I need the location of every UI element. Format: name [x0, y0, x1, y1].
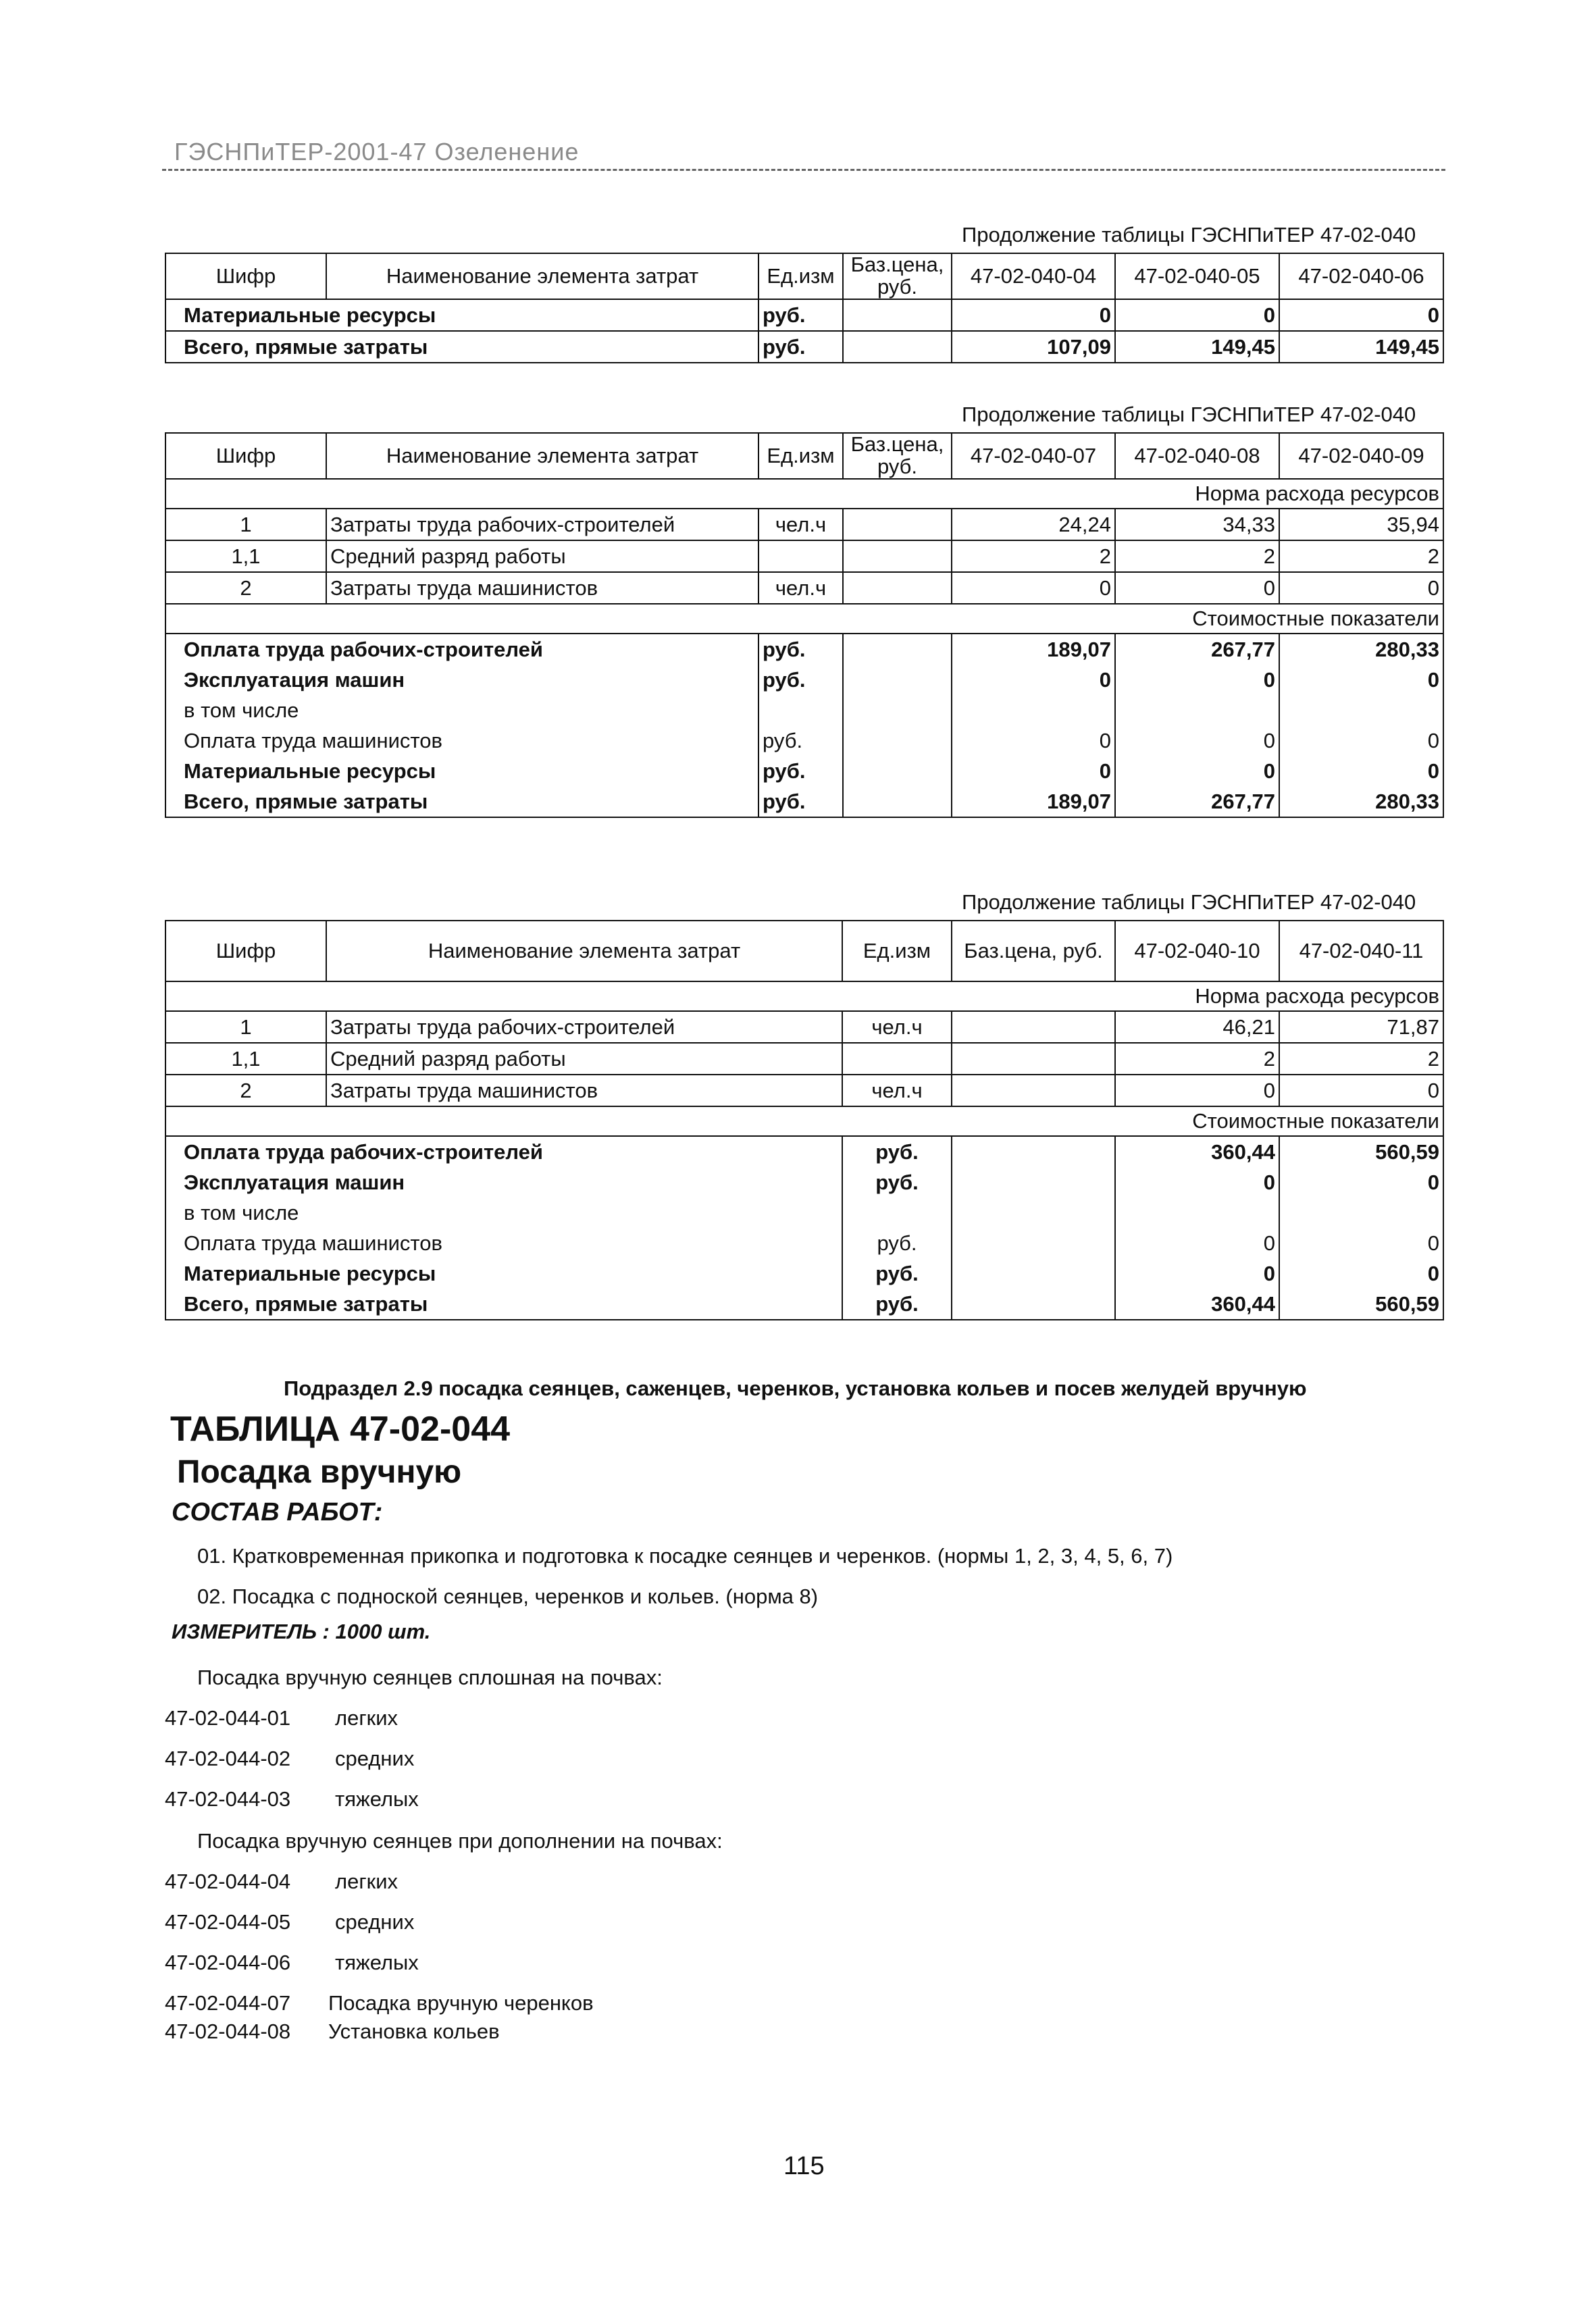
row-name: Оплата труда машинистов [165, 1228, 842, 1258]
group-intro: Посадка вручную сеянцев при дополнении на почвах: [197, 1829, 723, 1853]
col-header-base-price: Баз.цена, руб. [843, 253, 952, 299]
row-base-price [952, 1136, 1115, 1167]
row-name: Материальные ресурсы [165, 756, 758, 786]
row-value: 189,07 [952, 786, 1115, 817]
work-item: 01. Кратковременная прикопка и подготовка к посадке сеянцев и черенков. (нормы 1, 2, 3, 4, 5, 6, 7) [197, 1544, 1173, 1568]
row-base-price [952, 1043, 1115, 1075]
row-name: Оплата труда машинистов [165, 725, 758, 756]
row-name: Оплата труда рабочих-строителей [165, 634, 758, 665]
table-row [165, 1043, 1443, 1075]
row-base-price [843, 786, 952, 817]
row-value: 280,33 [1279, 634, 1443, 665]
table1 [165, 253, 1444, 363]
item-code: 47-02-044-05 [165, 1910, 291, 1934]
col-header-code: 47-02-040-06 [1279, 253, 1443, 299]
table-row [165, 695, 1443, 725]
item-label: средних [335, 1910, 415, 1934]
table-row [165, 540, 1443, 572]
col-header-code: 47-02-040-05 [1115, 253, 1279, 299]
col-header-shifr: Шифр [165, 253, 326, 299]
table-row [165, 1289, 1443, 1320]
row-value: 0 [1279, 1228, 1443, 1258]
col-header-unit: Ед.изм [842, 921, 952, 981]
table-row [165, 331, 1443, 363]
table2-continuation: Продолжение таблицы ГЭСНПиТЕР 47-02-040 [962, 403, 1416, 426]
row-name: Средний разряд работы [326, 540, 758, 572]
row-value: 0 [1115, 299, 1279, 331]
row-shifr: 1,1 [165, 1043, 326, 1075]
row-base-price [843, 331, 952, 363]
table-row [165, 1167, 1443, 1198]
table-row [165, 634, 1443, 665]
row-unit: руб. [842, 1258, 952, 1289]
row-name: Затраты труда рабочих-строителей [326, 509, 758, 540]
row-value: 46,21 [1115, 1011, 1279, 1043]
row-name: Всего, прямые затраты [165, 1289, 842, 1320]
row-unit: руб. [758, 331, 843, 363]
row-value: 0 [1115, 725, 1279, 756]
row-base-price [843, 572, 952, 604]
col-header-unit: Ед.изм [758, 433, 843, 479]
table-row [165, 572, 1443, 604]
row-value: 149,45 [1115, 331, 1279, 363]
table-row [165, 665, 1443, 695]
row-name: в том числе [165, 695, 758, 725]
table-row [165, 509, 1443, 540]
row-shifr: 1 [165, 509, 326, 540]
col-header-code: 47-02-040-09 [1279, 433, 1443, 479]
row-value: 2 [1279, 540, 1443, 572]
row-unit: руб. [758, 786, 843, 817]
row-value: 0 [952, 572, 1115, 604]
row-value: 280,33 [1279, 786, 1443, 817]
item-code: 47-02-044-01 [165, 1706, 291, 1730]
row-base-price [843, 634, 952, 665]
row-value: 71,87 [1279, 1011, 1443, 1043]
row-name: Всего, прямые затраты [165, 331, 758, 363]
row-value: 360,44 [1115, 1289, 1279, 1320]
row-value: 0 [1115, 1167, 1279, 1198]
row-unit: руб. [758, 299, 843, 331]
row-value: 24,24 [952, 509, 1115, 540]
row-unit: чел.ч [842, 1011, 952, 1043]
row-value [952, 695, 1115, 725]
row-value: 0 [1279, 665, 1443, 695]
row-shifr: 1,1 [165, 540, 326, 572]
row-value: 0 [1279, 725, 1443, 756]
item-label: Установка кольев [328, 2020, 500, 2043]
row-base-price [952, 1167, 1115, 1198]
work-item: 02. Посадка с подноской сеянцев, черенков и кольев. (норма 8) [197, 1585, 819, 1608]
table-subtitle: Посадка вручную [177, 1454, 462, 1490]
row-value: 0 [952, 299, 1115, 331]
row-value: 0 [952, 756, 1115, 786]
row-value: 0 [1115, 572, 1279, 604]
row-base-price [952, 1258, 1115, 1289]
row-name: Оплата труда рабочих-строителей [165, 1136, 842, 1167]
row-value: 107,09 [952, 331, 1115, 363]
row-value: 149,45 [1279, 331, 1443, 363]
row-value: 2 [1115, 1043, 1279, 1075]
col-header-name: Наименование элемента затрат [326, 921, 842, 981]
row-base-price [843, 509, 952, 540]
row-base-price [843, 540, 952, 572]
table-row [165, 725, 1443, 756]
row-base-price [843, 725, 952, 756]
row-base-price [952, 1075, 1115, 1106]
table-row [165, 786, 1443, 817]
table-row [165, 299, 1443, 331]
page-number: 115 [783, 2152, 825, 2180]
row-base-price [843, 299, 952, 331]
table-row [165, 1075, 1443, 1106]
row-value: 189,07 [952, 634, 1115, 665]
cost-section-header: Стоимостные показатели [165, 604, 1443, 634]
row-value: 360,44 [1115, 1136, 1279, 1167]
row-value: 267,77 [1115, 786, 1279, 817]
row-unit: чел.ч [758, 572, 843, 604]
norm-section-header: Норма расхода ресурсов [165, 981, 1443, 1011]
item-code: 47-02-044-06 [165, 1951, 291, 1974]
item-label: легких [335, 1870, 398, 1893]
row-value: 0 [1279, 756, 1443, 786]
row-shifr: 2 [165, 572, 326, 604]
table-row [165, 1228, 1443, 1258]
row-unit: руб. [842, 1228, 952, 1258]
row-unit [842, 1043, 952, 1075]
item-code: 47-02-044-04 [165, 1870, 291, 1893]
group-intro: Посадка вручную сеянцев сплошная на почвах: [197, 1666, 663, 1689]
row-value [1279, 695, 1443, 725]
row-value: 0 [1115, 1228, 1279, 1258]
row-unit [758, 540, 843, 572]
col-header-unit: Ед.изм [758, 253, 843, 299]
table-title: ТАБЛИЦА 47-02-044 [170, 1410, 511, 1449]
row-value: 560,59 [1279, 1289, 1443, 1320]
row-value: 0 [1279, 1258, 1443, 1289]
item-code: 47-02-044-08 [165, 2020, 291, 2043]
row-shifr: 1 [165, 1011, 326, 1043]
row-name: в том числе [165, 1198, 842, 1228]
row-value: 0 [1115, 1075, 1279, 1106]
item-code: 47-02-044-03 [165, 1787, 291, 1811]
row-unit: руб. [842, 1136, 952, 1167]
row-value: 35,94 [1279, 509, 1443, 540]
col-header-base-price: Баз.цена, руб. [952, 921, 1115, 981]
item-label: легких [335, 1706, 398, 1730]
item-label: тяжелых [335, 1951, 419, 1974]
row-value: 560,59 [1279, 1136, 1443, 1167]
row-value: 0 [1279, 299, 1443, 331]
running-header: ГЭСНПиТЕР-2001-47 Озеленение [174, 138, 580, 165]
table3-continuation: Продолжение таблицы ГЭСНПиТЕР 47-02-040 [962, 890, 1416, 914]
row-base-price [843, 695, 952, 725]
col-header-shifr: Шифр [165, 433, 326, 479]
col-header-code: 47-02-040-10 [1115, 921, 1279, 981]
row-value: 0 [952, 725, 1115, 756]
row-shifr: 2 [165, 1075, 326, 1106]
table2 [165, 432, 1444, 818]
row-name: Затраты труда машинистов [326, 1075, 842, 1106]
item-label: Посадка вручную черенков [328, 1991, 594, 2015]
row-value: 0 [1279, 572, 1443, 604]
subsection-heading: Подраздел 2.9 посадка сеянцев, саженцев, черенков, установка кольев и посев желудей вручную [284, 1377, 1307, 1400]
item-label: тяжелых [335, 1787, 419, 1811]
row-value: 0 [1115, 756, 1279, 786]
row-name: Материальные ресурсы [165, 1258, 842, 1289]
row-value [1115, 1198, 1279, 1228]
row-value: 2 [1279, 1043, 1443, 1075]
row-name: Затраты труда рабочих-строителей [326, 1011, 842, 1043]
row-value: 0 [1279, 1167, 1443, 1198]
col-header-name: Наименование элемента затрат [326, 253, 758, 299]
measurement-unit: ИЗМЕРИТЕЛЬ : 1000 шт. [172, 1620, 431, 1643]
row-name: Эксплуатация машин [165, 665, 758, 695]
table3 [165, 920, 1444, 1320]
cost-section-header: Стоимостные показатели [165, 1106, 1443, 1136]
row-name: Затраты труда машинистов [326, 572, 758, 604]
item-code: 47-02-044-02 [165, 1747, 291, 1770]
table-row [165, 1136, 1443, 1167]
col-header-code: 47-02-040-04 [952, 253, 1115, 299]
col-header-code: 47-02-040-07 [952, 433, 1115, 479]
table-row [165, 1011, 1443, 1043]
row-name: Эксплуатация машин [165, 1167, 842, 1198]
col-header-code: 47-02-040-11 [1279, 921, 1443, 981]
row-base-price [952, 1228, 1115, 1258]
row-value: 0 [1279, 1075, 1443, 1106]
row-value: 2 [1115, 540, 1279, 572]
table-row [165, 756, 1443, 786]
row-unit: руб. [758, 634, 843, 665]
row-name: Материальные ресурсы [165, 299, 758, 331]
row-unit: чел.ч [842, 1075, 952, 1106]
col-header-code: 47-02-040-08 [1115, 433, 1279, 479]
row-value: 0 [1115, 1258, 1279, 1289]
norm-section-header: Норма расхода ресурсов [165, 479, 1443, 509]
header-rule [162, 169, 1445, 171]
row-value: 0 [952, 665, 1115, 695]
row-value: 34,33 [1115, 509, 1279, 540]
row-unit [842, 1198, 952, 1228]
row-name: Всего, прямые затраты [165, 786, 758, 817]
item-code: 47-02-044-07 [165, 1991, 291, 2015]
col-header-name: Наименование элемента затрат [326, 433, 758, 479]
row-value: 267,77 [1115, 634, 1279, 665]
row-unit: руб. [758, 665, 843, 695]
work-composition-label: СОСТАВ РАБОТ: [172, 1498, 383, 1526]
row-unit [758, 695, 843, 725]
row-unit: руб. [842, 1167, 952, 1198]
row-base-price [952, 1011, 1115, 1043]
col-header-base-price: Баз.цена, руб. [843, 433, 952, 479]
row-value [1279, 1198, 1443, 1228]
row-base-price [843, 756, 952, 786]
table-row [165, 1198, 1443, 1228]
table-row [165, 1258, 1443, 1289]
row-value [1115, 695, 1279, 725]
row-unit: руб. [758, 756, 843, 786]
row-name: Средний разряд работы [326, 1043, 842, 1075]
row-value: 2 [952, 540, 1115, 572]
item-label: средних [335, 1747, 415, 1770]
table1-continuation: Продолжение таблицы ГЭСНПиТЕР 47-02-040 [962, 223, 1416, 247]
row-unit: чел.ч [758, 509, 843, 540]
row-unit: руб. [758, 725, 843, 756]
row-base-price [843, 665, 952, 695]
row-value: 0 [1115, 665, 1279, 695]
row-base-price [952, 1289, 1115, 1320]
col-header-shifr: Шифр [165, 921, 326, 981]
row-unit: руб. [842, 1289, 952, 1320]
row-base-price [952, 1198, 1115, 1228]
